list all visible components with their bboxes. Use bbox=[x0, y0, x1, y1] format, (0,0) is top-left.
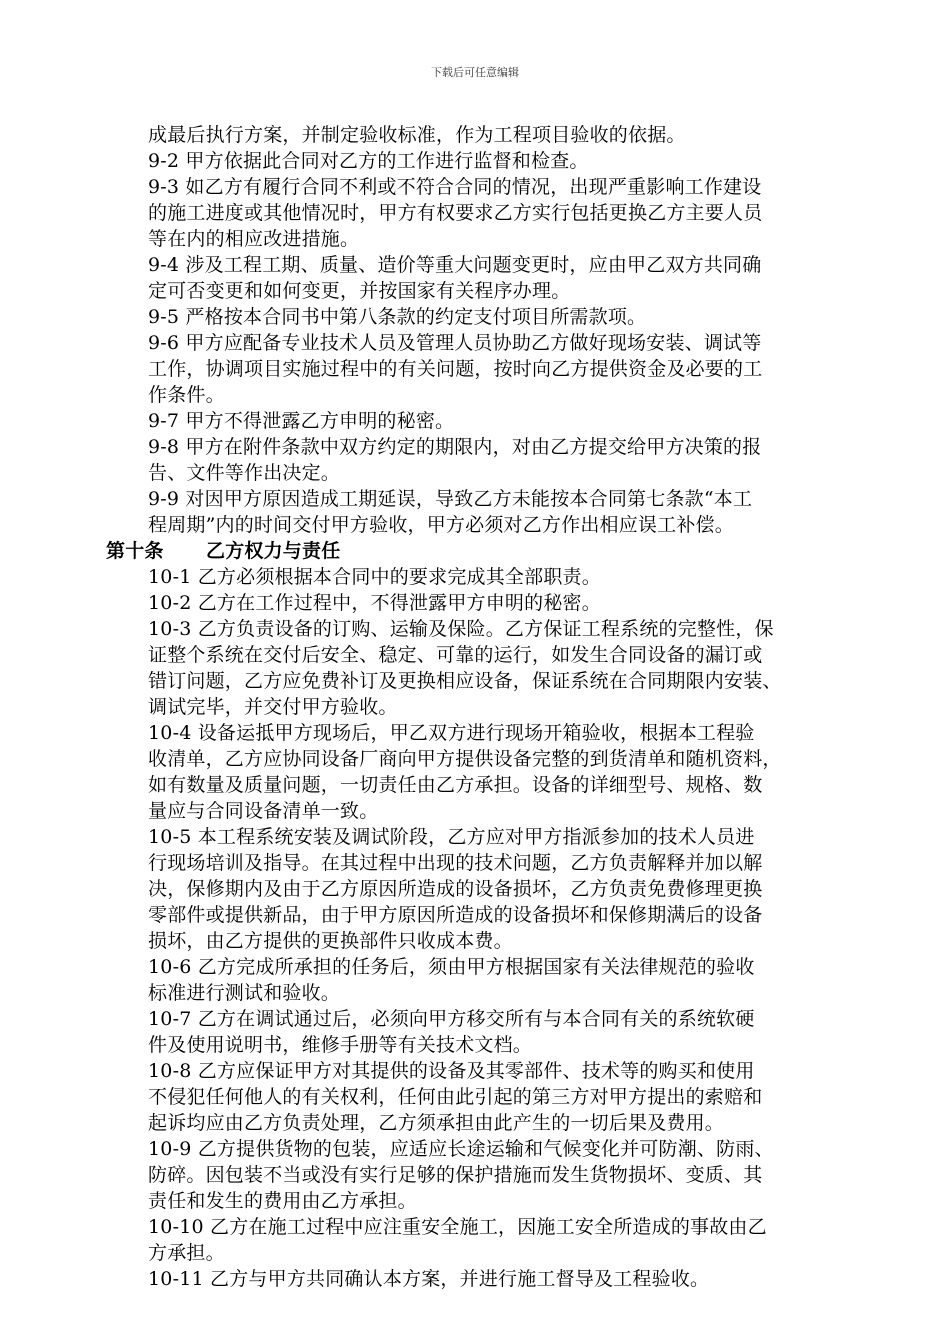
text-line: 10-1 乙方必须根据本合同中的要求完成其全部职责。 bbox=[148, 566, 601, 588]
page-header: 下载后可任意编辑 bbox=[431, 66, 519, 79]
text-line: 10-3 乙方负责设备的订购、运输及保险。乙方保证工程系统的完整性，保 bbox=[148, 618, 774, 640]
text-line: 9-5 严格按本合同书中第八条款的约定支付项目所需款项。 bbox=[148, 306, 647, 328]
text-line: 9-6 甲方应配备专业技术人员及管理人员协助乙方做好现场安装、调试等 bbox=[148, 332, 762, 354]
text-line: 错订问题，乙方应免费补订及更换相应设备，保证系统在合同期限内安装、 bbox=[148, 670, 782, 692]
text-line: 10-4 设备运抵甲方现场后，甲乙双方进行现场开箱验收，根据本工程验 bbox=[148, 722, 755, 744]
text-line: 10-6 乙方完成所承担的任务后，须由甲方根据国家有关法律规范的验收 bbox=[148, 956, 755, 978]
text-line: 标准进行测试和验收。 bbox=[148, 982, 341, 1004]
text-line: 10-5 本工程系统安装及调试阶段，乙方应对甲方指派参加的技术人员进 bbox=[148, 826, 755, 848]
text-line: 9-7 甲方不得泄露乙方申明的秘密。 bbox=[148, 410, 455, 432]
text-line: 如有数量及质量问题，一切责任由乙方承担。设备的详细型号、规格、数 bbox=[148, 774, 763, 796]
text-line: 决，保修期内及由于乙方原因所造成的设备损坏，乙方负责免费修理更换 bbox=[148, 878, 763, 900]
text-line: 10-11 乙方与甲方共同确认本方案，并进行施工督导及工程验收。 bbox=[148, 1268, 710, 1290]
text-line: 10-2 乙方在工作过程中，不得泄露甲方申明的秘密。 bbox=[148, 592, 601, 614]
document-body bbox=[106, 122, 888, 1292]
text-line: 9-3 如乙方有履行合同不利或不符合合同的情况，出现严重影响工作建设 bbox=[148, 176, 762, 198]
text-line: 的施工进度或其他情况时，甲方有权要求乙方实行包括更换乙方主要人员 bbox=[148, 202, 763, 224]
text-line: 零部件或提供新品，由于甲方原因所造成的设备损坏和保修期满后的设备 bbox=[148, 904, 763, 926]
text-line: 起诉均应由乙方负责处理，乙方须承担由此产生的一切后果及费用。 bbox=[148, 1112, 725, 1134]
text-line: 定可否变更和如何变更，并按国家有关程序办理。 bbox=[148, 280, 571, 302]
text-line: 工作，协调项目实施过程中的有关问题，按时向乙方提供资金及必要的工 bbox=[148, 358, 763, 380]
text-line: 告、文件等作出决定。 bbox=[148, 462, 341, 484]
text-line: 量应与合同设备清单一致。 bbox=[148, 800, 379, 822]
text-line: 9-9 对因甲方原因造成工期延误，导致乙方未能按本合同第七条款“本工 bbox=[148, 488, 753, 510]
text-line: 程周期”内的时间交付甲方验收，甲方必须对乙方作出相应误工补偿。 bbox=[148, 514, 734, 536]
text-line: 责任和发生的费用由乙方承担。 bbox=[148, 1190, 417, 1212]
text-line: 10-9 乙方提供货物的包装，应适应长途运输和气候变化并可防潮、防雨、 bbox=[148, 1138, 774, 1160]
text-line: 不侵犯任何他人的有关权利，任何由此引起的第三方对甲方提出的索赔和 bbox=[148, 1086, 763, 1108]
section-heading bbox=[106, 538, 888, 564]
text-line: 9-4 涉及工程工期、质量、造价等重大问题变更时，应由甲乙双方共同确 bbox=[148, 254, 762, 276]
text-line: 作条件。 bbox=[148, 384, 225, 406]
section-number: 第十条 bbox=[106, 540, 164, 562]
text-line: 防碎。因包装不当或没有实行足够的保护措施而发生货物损坏、变质、其 bbox=[148, 1164, 763, 1186]
text-line: 损坏，由乙方提供的更换部件只收成本费。 bbox=[148, 930, 513, 952]
text-line: 10-10 乙方在施工过程中应注重安全施工，因施工安全所造成的事故由乙 bbox=[148, 1216, 767, 1238]
text-line: 行现场培训及指导。在其过程中出现的技术问题，乙方负责解释并加以解 bbox=[148, 852, 763, 874]
text-line: 成最后执行方案，并制定验收标准，作为工程项目验收的依据。 bbox=[148, 124, 686, 146]
text-line: 10-7 乙方在调试通过后，必须向甲方移交所有与本合同有关的系统软硬 bbox=[148, 1008, 755, 1030]
text-line: 9-8 甲方在附件条款中双方约定的期限内，对由乙方提交给甲方决策的报 bbox=[148, 436, 762, 458]
text-line: 证整个系统在交付后安全、稳定、可靠的运行，如发生合同设备的漏订或 bbox=[148, 644, 763, 666]
text-line: 收清单，乙方应协同设备厂商向甲方提供设备完整的到货清单和随机资料， bbox=[148, 748, 782, 770]
text-line: 等在内的相应改进措施。 bbox=[148, 228, 360, 250]
section-title: 乙方权力与责任 bbox=[206, 540, 341, 562]
text-line: 10-8 乙方应保证甲方对其提供的设备及其零部件、技术等的购买和使用 bbox=[148, 1060, 755, 1082]
text-line: 9-2 甲方依据此合同对乙方的工作进行监督和检查。 bbox=[148, 150, 589, 172]
text-line: 方承担。 bbox=[148, 1242, 225, 1264]
text-line: 件及使用说明书，维修手册等有关技术文档。 bbox=[148, 1034, 533, 1056]
text-line: 调试完毕，并交付甲方验收。 bbox=[148, 696, 398, 718]
